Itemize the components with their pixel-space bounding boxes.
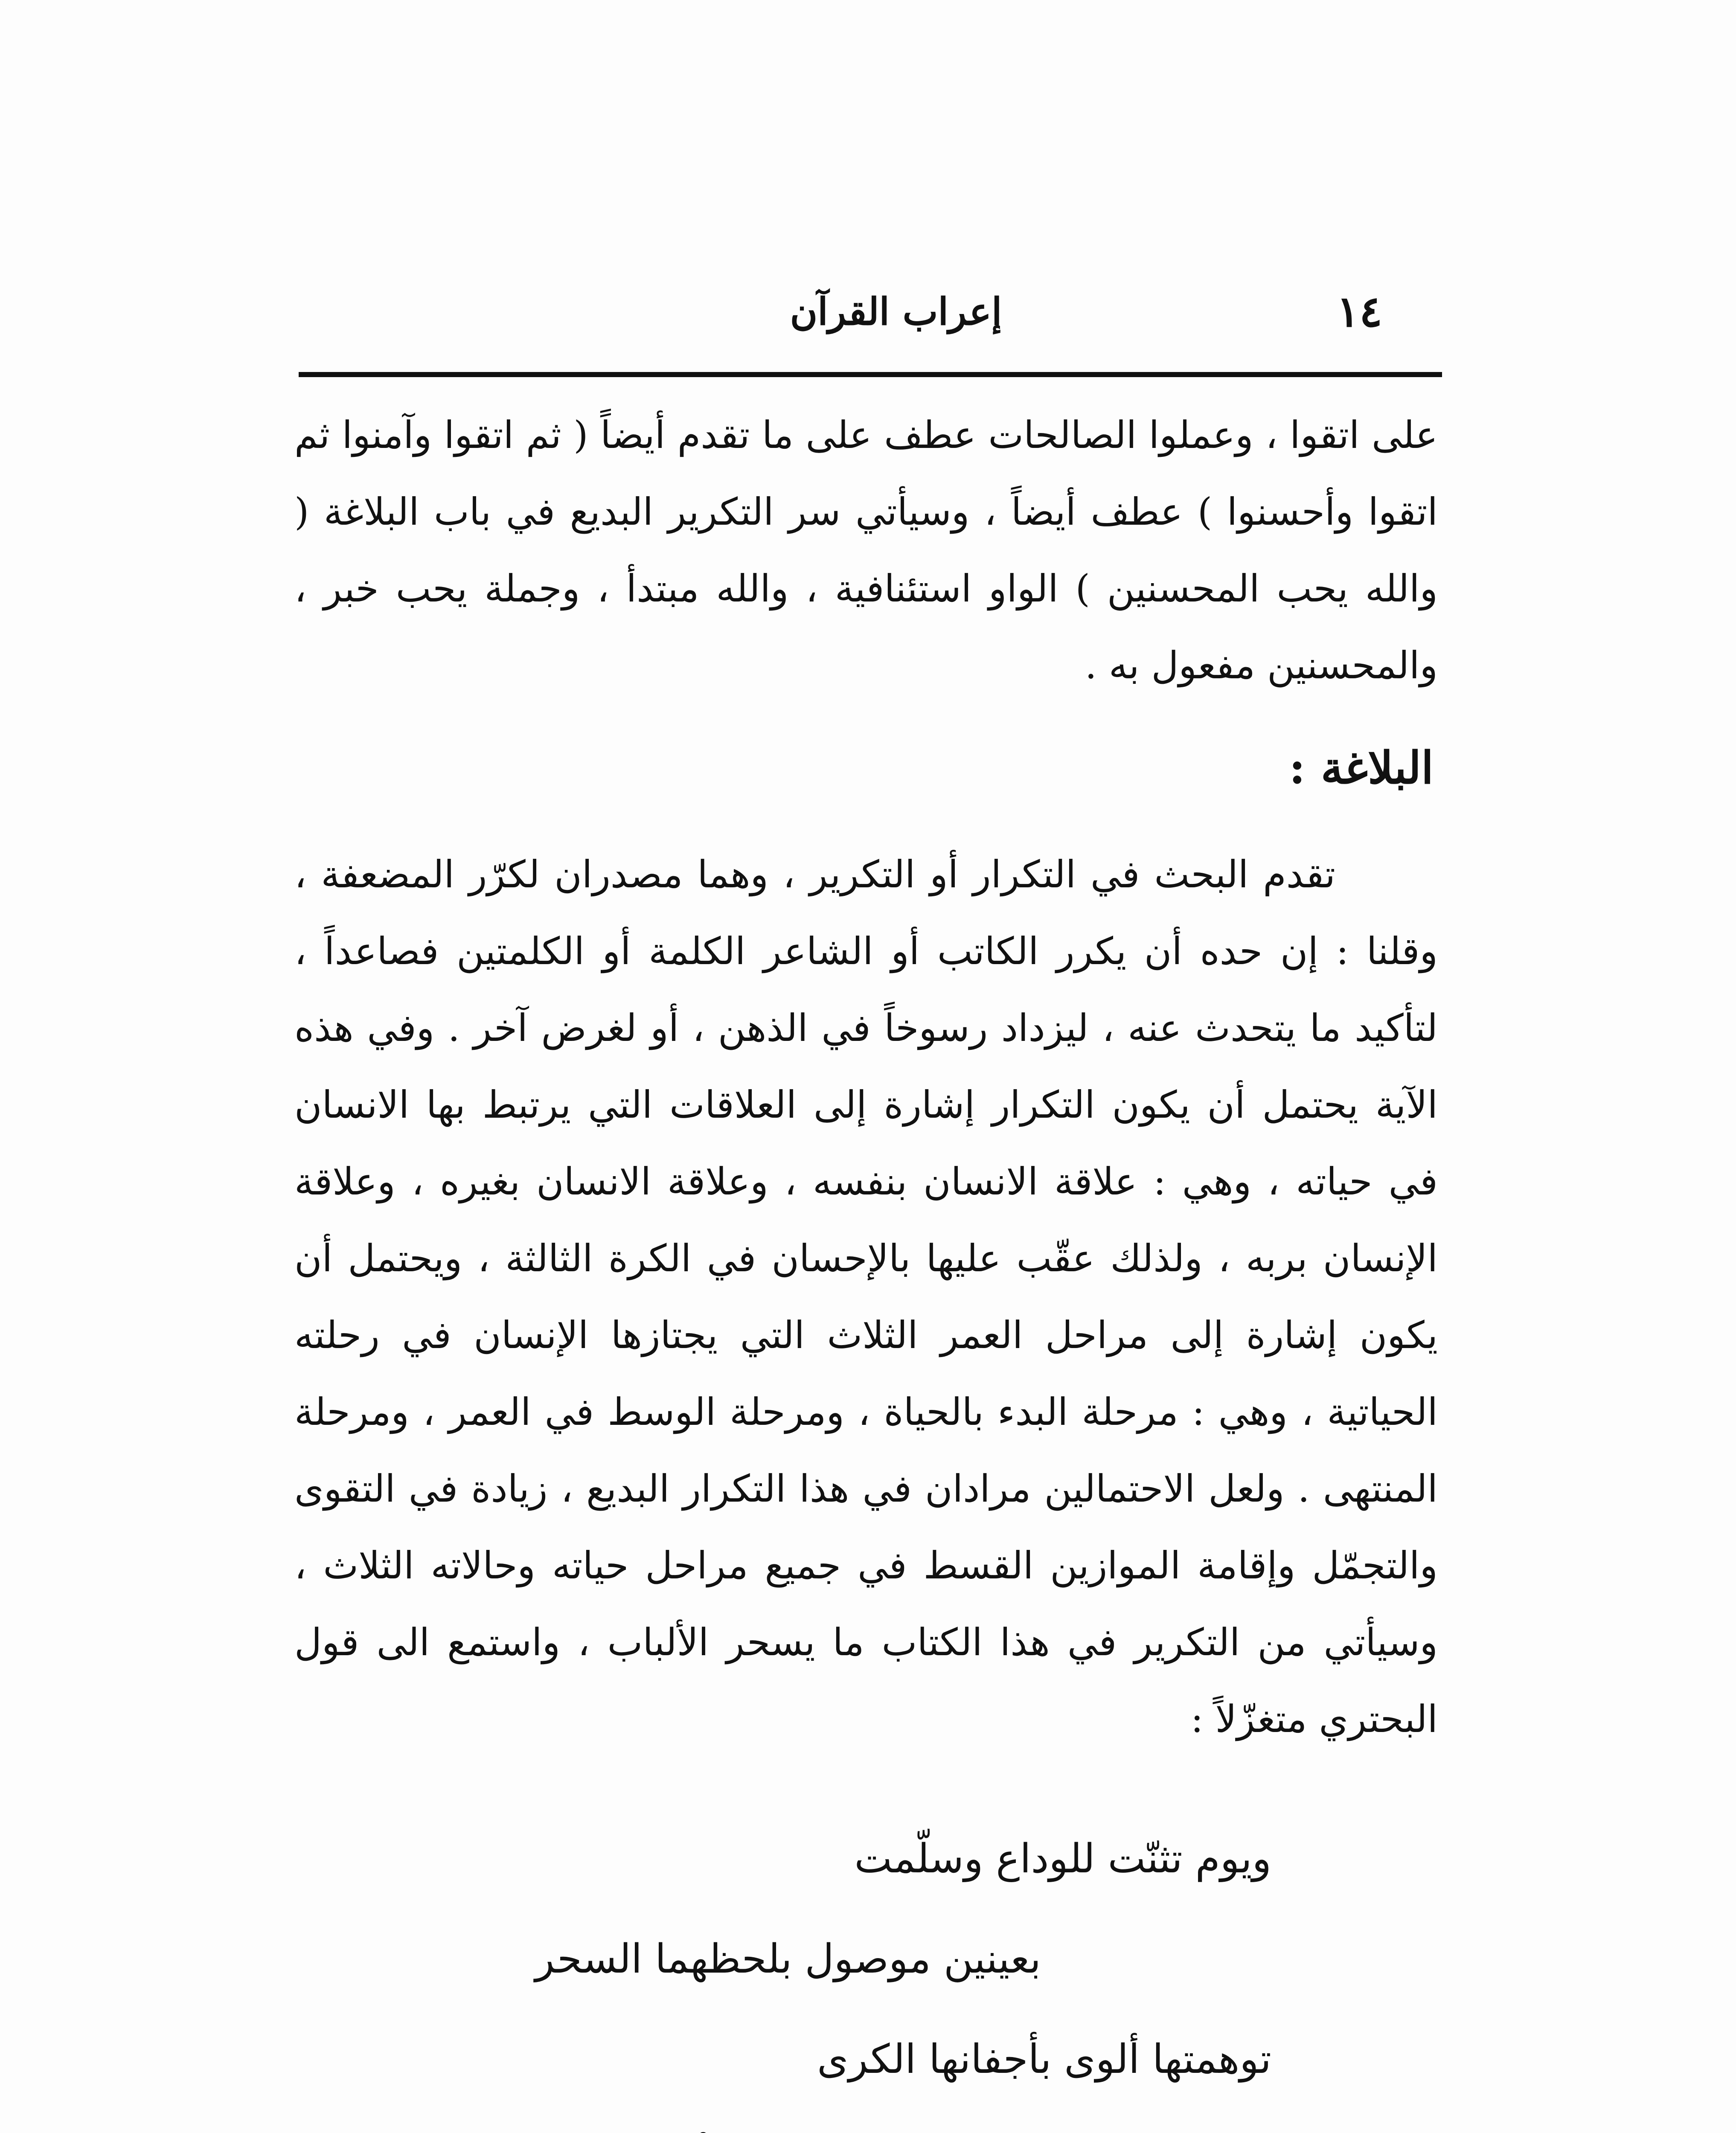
section-heading-balagha: البلاغة : bbox=[1289, 741, 1434, 794]
poem-hemistich-3: توهمتها ألوى بأجفانها الكرى bbox=[817, 2036, 1271, 2083]
poem-hemistich-2: بعينين موصول بلحظهما السحر bbox=[535, 1936, 1041, 1982]
page-number: ١٤ bbox=[1336, 286, 1382, 337]
running-title: إعراب القرآن bbox=[790, 289, 1002, 334]
page-header bbox=[294, 282, 1429, 341]
poem-block bbox=[384, 1809, 1365, 2133]
page-body bbox=[294, 397, 1438, 1758]
intro-paragraph: على اتقوا ، وعملوا الصالحات عطف على ما تقدم أيضاً ( ثم اتقوا وآمنوا ثم اتقوا وأحسنوا ) عطف أيضاً ، وسيأتي سر التكرير البديع في باب البلاغة ( والله يحب المحسنين ) الواو استئنافية ، والله مبتدأ ، وجملة يحب خبر ، والمحسنين مفعول به . bbox=[294, 413, 1438, 687]
poem-hemistich-4 bbox=[384, 2110, 1365, 2133]
header-divider bbox=[299, 372, 1442, 377]
poem-hemistich-1: ويوم تثنّت للوداع وسلّمت bbox=[854, 1836, 1271, 1882]
balagha-paragraph: تقدم البحث في التكرار أو التكرير ، وهما مصدران لكرّر المضعفة ، وقلنا : إن حده أن يكرر الكاتب أو الشاعر الكلمة أو الكلمتين فصاعداً ، لتأكيد ما يتحدث عنه ، ليزداد رسوخاً في الذهن ، أو لغرض آخر . وفي هذه الآية يحتمل أن يكون التكرار إشارة إلى العلاقات التي يرتبط بها الانسان في حياته ، وهي : علاقة الانسان بنفسه ، وعلاقة الانسان بغيره ، وعلاقة الإنسان بربه ، ولذلك عقّب عليها بالإحسان في الكرة الثالثة ، ويحتمل أن يكون إشارة إلى مراحل العمر الثلاث التي يجتازها الإنسان في رحلته الحياتية ، وهي : مرحلة البدء بالحياة ، ومرحلة الوسط في العمر ، ومرحلة المنتهى . ولعل الاحتمالين مرادان في هذا التكرار البديع ، زيادة في التقوى والتجمّل وإقامة الموازين القسط في جميع مراحل حياته وحالاته الثلاث ، وسيأتي من التكرير في هذا الكتاب ما يسحر الألباب ، واستمع الى قول البحتري متغزّلاً : bbox=[294, 852, 1438, 1741]
